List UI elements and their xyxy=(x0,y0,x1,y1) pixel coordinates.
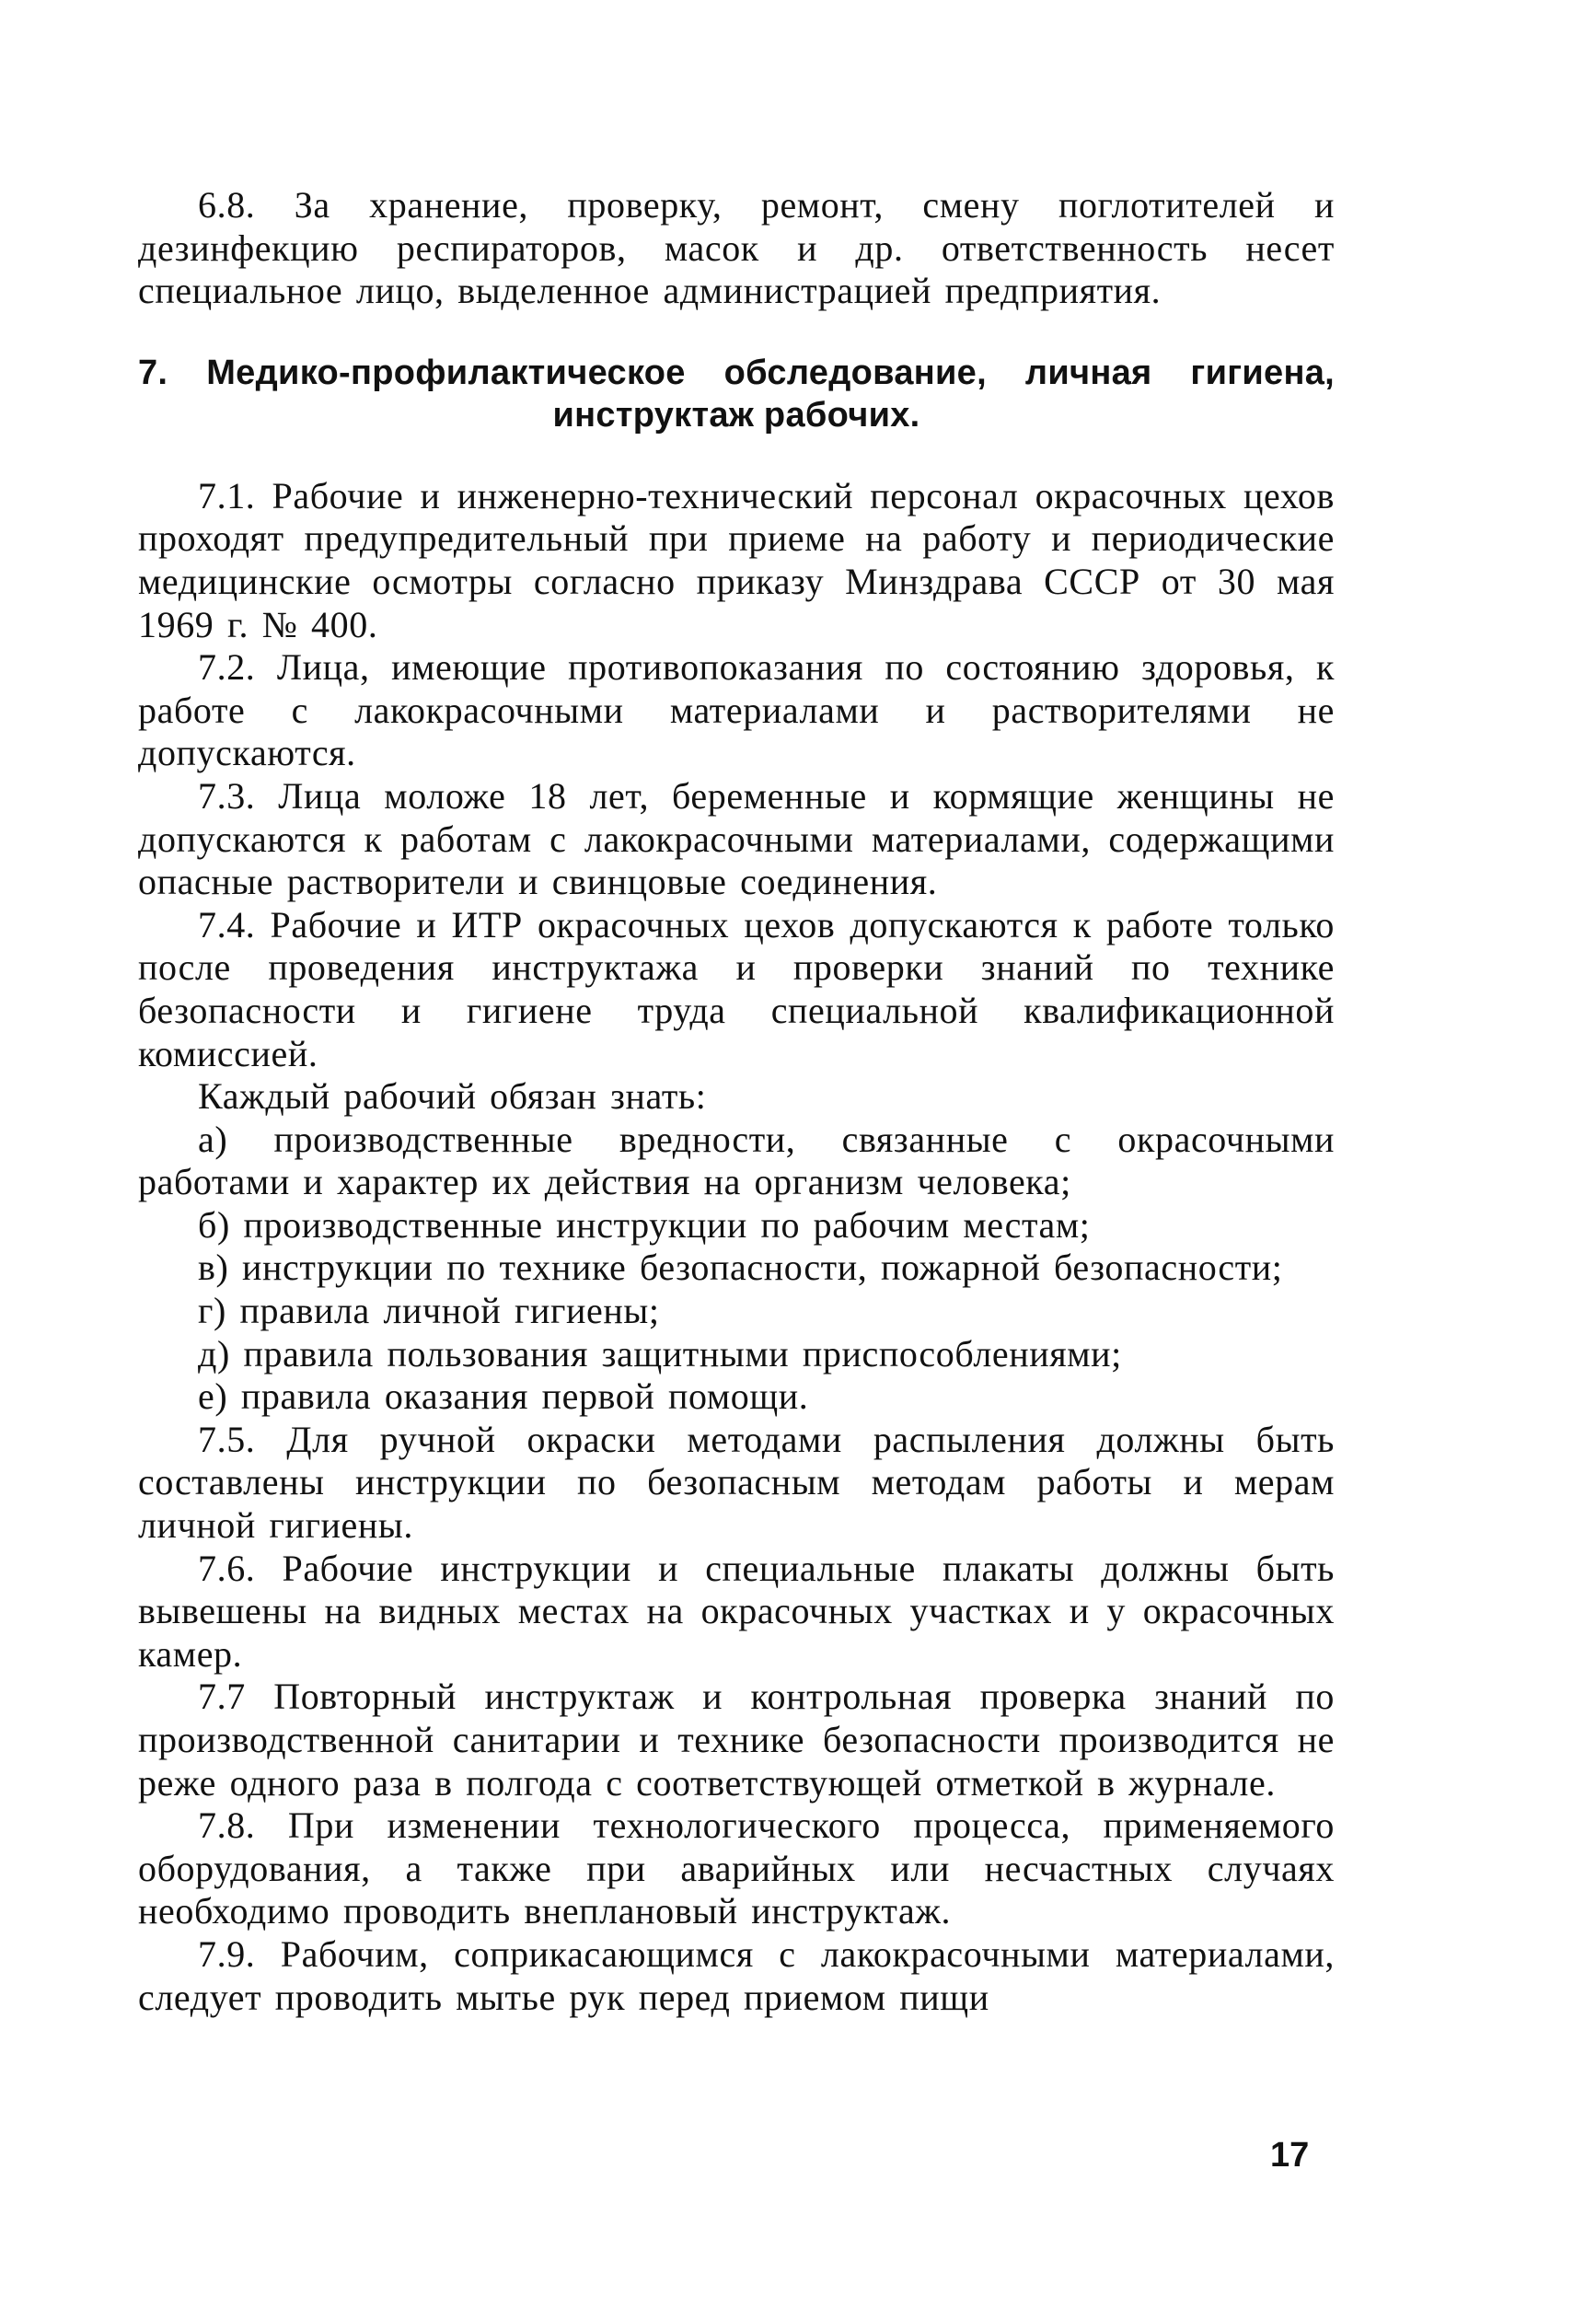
paragraph-7-2: 7.2. Лица, имеющие противопоказания по состоянию здоровья, к работе с лакокрасочными материалами и растворителями не допускаются. xyxy=(138,646,1335,774)
paragraph-7-1: 7.1. Рабочие и инженерно-технический персонал окрасочных цехов проходят предупредительный при приеме на работу и периодические медицинские осмотры согласно приказу Минздрава СССР от 30 мая 1969 г. № 400. xyxy=(138,474,1335,645)
paragraph-7-4: 7.4. Рабочие и ИТР окрасочных цехов допускаются к работе только после проведения инструктажа и проверки знаний по технике безопасности и гигиене труда специальной квалификационной комиссией. xyxy=(138,903,1335,1074)
list-intro: Каждый рабочий обязан знать: xyxy=(198,1075,707,1118)
paragraph-7-6: 7.6. Рабочие инструкции и специальные плакаты должны быть вывешены на видных местах на окрасочных участках и у окрасочных камер. xyxy=(138,1547,1335,1675)
document-page xyxy=(138,184,1335,2019)
list-item-d: д) правила пользования защитными приспособлениями; xyxy=(198,1332,1122,1375)
list-item-g: г) правила личной гигиены; xyxy=(198,1290,660,1332)
paragraph-7-8: 7.8. При изменении технологического процесса, применяемого оборудования, а также при аварийных или несчастных случаях необходимо проводить внеплановый инструктаж. xyxy=(138,1804,1335,1932)
section-heading xyxy=(138,352,1335,436)
page-number: 17 xyxy=(1270,2136,1310,2175)
paragraph-7-9: 7.9. Рабочим, соприкасающимся с лакокрасочными материалами, следует проводить мытье рук перед приемом пищи xyxy=(138,1932,1335,2018)
list-item-b: б) производственные инструкции по рабочим местам; xyxy=(198,1203,1091,1246)
section-heading-line-2: инструктаж рабочих. xyxy=(552,395,920,435)
section-heading-line-1: 7. Медико-профилактическое обследование, личная гигиена, xyxy=(138,353,1335,392)
paragraph-7-5: 7.5. Для ручной окраски методами распыления должны быть составлены инструкции по безопасным методам работы и мерам личной гигиены. xyxy=(138,1418,1335,1547)
list-item-v: в) инструкции по технике безопасности, пожарной безопасности; xyxy=(198,1247,1283,1289)
paragraph-7-3: 7.3. Лица моложе 18 лет, беременные и кормящие женщины не допускаются к работам с лакокрасочными материалами, содержащими опасные растворители и свинцовые соединения. xyxy=(138,774,1335,903)
list-item-e: е) правила оказания первой помощи. xyxy=(198,1375,809,1418)
list-item-a: а) производственные вредности, связанные с окрасочными работами и характер их действия на организм человека; xyxy=(138,1118,1335,1203)
paragraph-7-7: 7.7 Повторный инструктаж и контрольная проверка знаний по производственной санитарии и технике безопасности производится не реже одного раза в полгода с соответствующей отметкой в журнале. xyxy=(138,1676,1335,1804)
paragraph-6-8: 6.8. За хранение, проверку, ремонт, смену поглотителей и дезинфекцию респираторов, масок и др. ответственность несет специальное лицо, выделенное администрацией предприятия. xyxy=(138,184,1335,312)
